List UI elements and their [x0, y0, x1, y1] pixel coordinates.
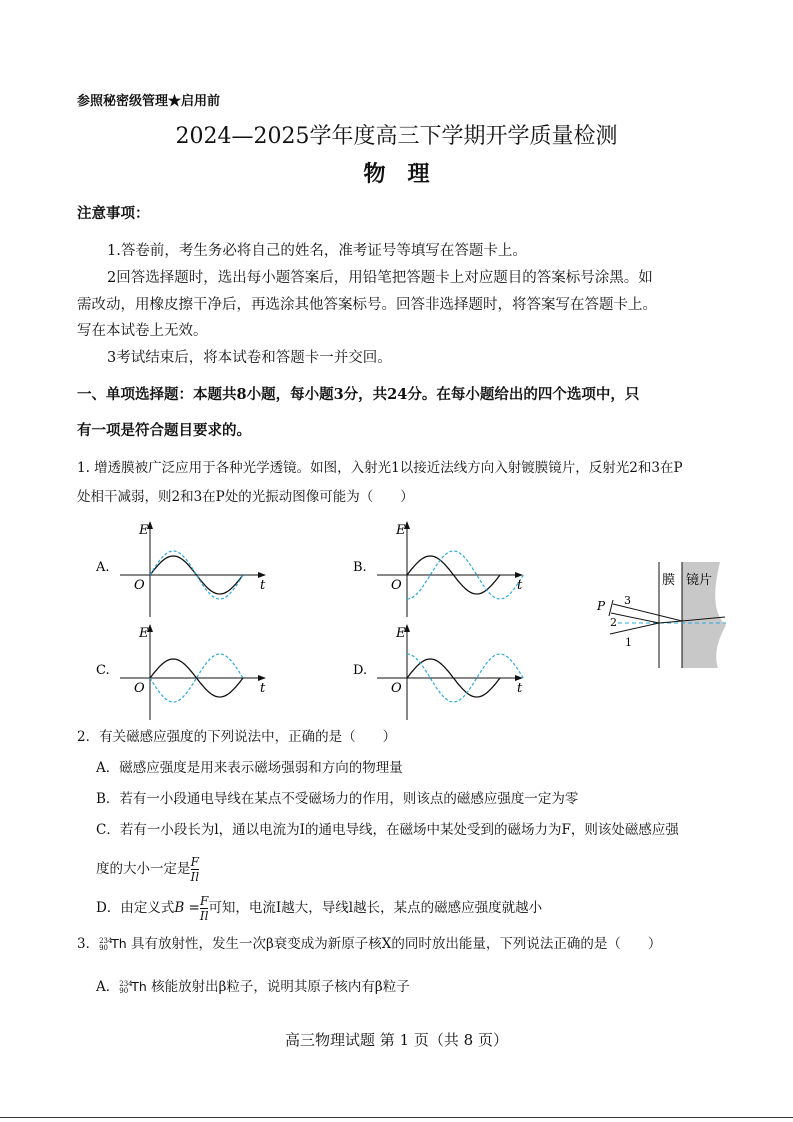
section-heading: 一、单项选择题：本题共8小题，每小题3分，共24分。在每小题给出的四个选项中，只 — [77, 386, 640, 403]
option-label: D. — [353, 663, 368, 678]
fraction-f-over-il — [191, 855, 200, 884]
q3-option-a — [96, 978, 410, 996]
q2-option-c-cont — [96, 852, 199, 886]
frac-num: F — [199, 894, 209, 908]
section-heading: 有一项是符合题目要求的。 — [77, 422, 251, 439]
point-p-label: P — [597, 599, 606, 613]
frac-den: Il — [190, 870, 200, 884]
mass-number: 234 — [99, 936, 113, 945]
q2-d-text: 可知，电流I越大，导线l越长，某点的磁感应强度就越小 — [208, 900, 543, 916]
q2-c-text: 度的大小一定是 — [96, 861, 191, 877]
element-symbol: Th — [111, 936, 127, 951]
q2-option-b: B．若有一小段通电导线在某点不受磁场力的作用，则该点的磁感应强度一定为零 — [96, 791, 579, 807]
exam-title: 2024—2025学年度高三下学期开学质量检测 — [175, 124, 618, 149]
notice-item: 写在本试卷上无效。 — [77, 323, 208, 339]
q2-option-c: C．若有一小段长为l，通以电流为I的通电导线，在磁场中某处受到的磁场力为F，则该处磁感应强 — [96, 822, 679, 838]
lens-label: 镜片 — [686, 573, 713, 588]
isotope-notation — [119, 981, 131, 995]
option-label: B. — [353, 560, 367, 575]
q3-stem — [77, 935, 661, 953]
notice-item: 需改动，用橡皮擦干净后，再选涂其他答案标号。回答非选择题时，将答案写在答题卡上。 — [77, 297, 657, 313]
y-axis-label: E — [396, 626, 406, 641]
q1-stem: 1. 增透膜被广泛应用于各种光学透镜。如图，入射光1以接近法线方向入射镀膜镜片，反射光2和3在P — [77, 460, 683, 476]
page-footer: 高三物理试题 第 1 页（共 8 页） — [285, 1031, 508, 1049]
x-axis-label: t — [260, 681, 266, 696]
q3-text: 具有放射性，发生一次β衰变成为新原子核X的同时放出能量，下列说法正确的是（ ） — [130, 936, 662, 952]
notice-heading: 注意事项： — [77, 205, 150, 222]
y-axis-label: E — [396, 523, 406, 538]
ray-label-2: 2 — [610, 616, 617, 629]
frac-den: Il — [199, 909, 209, 923]
confidential-label: 参照秘密级管理★启用前 — [77, 94, 221, 109]
notice-item: 2回答选择题时，选出每小题答案后，用铅笔把答题卡上对应题目的答案标号涂黑。如 — [107, 270, 653, 286]
q2-d-eq: B = — [174, 900, 200, 916]
q2-option-a: A．磁感应强度是用来表示磁场强弱和方向的物理量 — [96, 760, 403, 776]
x-axis-label: t — [517, 578, 523, 593]
element-symbol: Th — [131, 979, 147, 994]
x-axis-label: t — [517, 681, 523, 696]
q2-stem: 2．有关磁感应强度的下列说法中，正确的是（ ） — [77, 729, 397, 745]
film-label: 膜 — [662, 573, 676, 588]
origin-label: O — [134, 681, 145, 696]
x-axis-label: t — [260, 578, 266, 593]
option-label: A. — [96, 560, 110, 575]
q2-option-d — [96, 891, 542, 925]
notice-item: 1.答卷前，考生务必将自己的姓名，准考证号等填写在答题卡上。 — [107, 243, 527, 259]
option-label: A． — [96, 979, 120, 995]
atomic-number: 90 — [119, 986, 129, 995]
isotope-notation — [99, 938, 111, 952]
y-axis-label: E — [139, 626, 149, 641]
y-axis-label: E — [139, 523, 149, 538]
atomic-number: 90 — [99, 943, 109, 952]
option-label: C. — [96, 663, 110, 678]
origin-label: O — [391, 578, 402, 593]
subject-title: 物 理 — [363, 161, 430, 187]
origin-label: O — [391, 681, 402, 696]
ray-2 — [611, 613, 659, 623]
frac-num: F — [190, 855, 199, 869]
mass-number: 234 — [119, 979, 133, 988]
q3-a-text: 核能放射出β粒子，说明其原子核内有β粒子 — [151, 979, 410, 995]
q1-stem: 处相干减弱，则2和3在P处的光振动图像可能为（ ） — [77, 489, 414, 505]
notice-item: 3考试结束后，将本试卷和答题卡一并交回。 — [107, 350, 392, 366]
ray-label-3: 3 — [624, 594, 631, 607]
q2-d-text: D．由定义式 — [96, 900, 175, 916]
lens-diagram — [580, 550, 730, 680]
page-bottom-border — [0, 1117, 793, 1118]
q3-number: 3． — [77, 936, 100, 952]
ray-label-1: 1 — [625, 636, 632, 649]
origin-label: O — [134, 578, 145, 593]
